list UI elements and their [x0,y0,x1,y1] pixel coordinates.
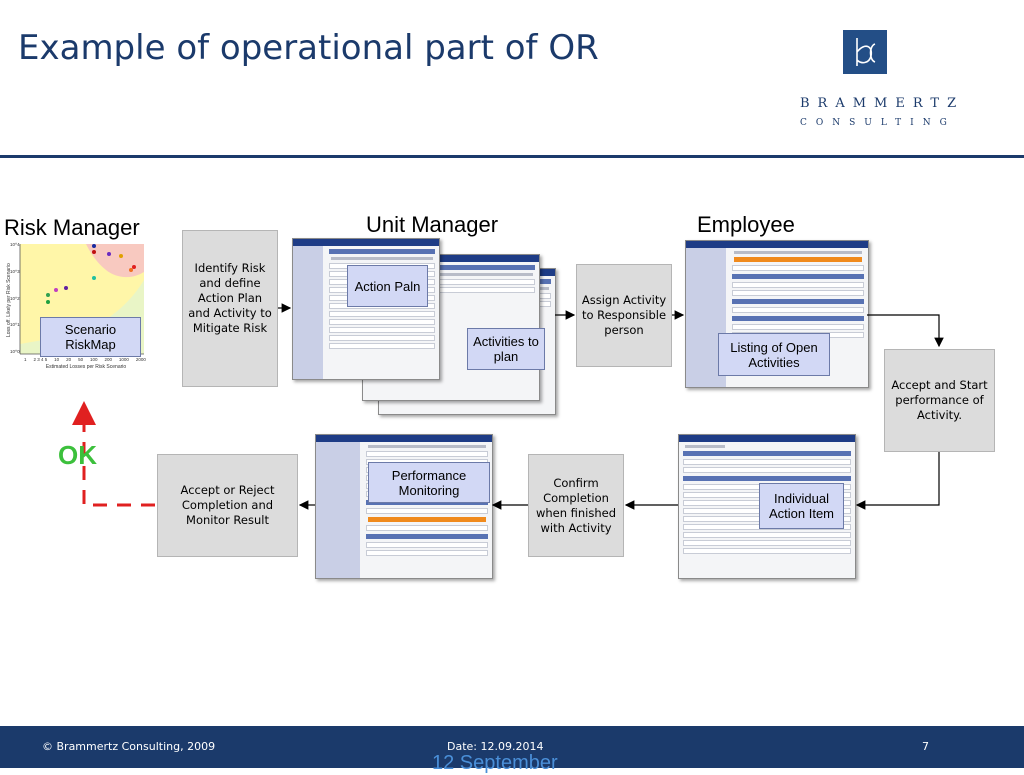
x-tick: 2 3 4 5 [33,357,48,362]
y-tick: 10^2 [10,295,20,301]
step-accept-reject: Accept or Reject Completion and Monitor Result [157,454,298,557]
role-unit-manager: Unit Manager [366,212,499,237]
x-tick: 50 [78,357,84,362]
footer-copyright: © Brammertz Consulting, 2009 [42,740,216,753]
step-assign-activity: Assign Activity to Responsible person [576,264,672,367]
label-performance-monitoring: Performance Monitoring [368,462,490,503]
ok-label: OK [58,440,97,470]
y-tick: 10^0 [10,349,20,354]
x-tick: 100 [90,357,98,362]
footer-page-number: 7 [922,740,929,753]
role-employee: Employee [697,212,795,237]
x-tick: 10 [54,357,60,362]
label-listing-open-activities: Listing of Open Activities [718,333,830,376]
step-identify-risk: Identify Risk and define Action Plan and Activity to Mitigate Risk [182,230,278,387]
label-individual-action-item: Individual Action Item [759,483,844,529]
y-tick: 10^4 [10,242,20,247]
label-activities-to-plan: Activities to plan [467,328,545,370]
step-accept-start: Accept and Start performance of Activity. [884,349,995,452]
brand-line-2: CONSULTING [800,118,956,128]
arrow-accept-to-item [857,452,939,505]
x-tick: 1000 [118,357,129,362]
brand-line-1: BRAMMERTZ [800,96,965,111]
x-tick: 200 [104,357,112,362]
footer-date: Date: 12.09.2014 [447,740,544,753]
arrow-list-to-accept [867,315,939,346]
footer-date-overflow: 12 September [432,752,558,774]
label-action-plan: Action Paln [347,265,428,307]
label-scenario-riskmap: Scenario RiskMap [40,317,141,357]
risk-map-xlabel: Estimated Losses per Risk Scenario [45,364,127,370]
x-tick: 1 [24,357,27,362]
step-confirm-completion: Confirm Completion when finished with Activity [528,454,624,557]
x-tick: 2000 [135,357,146,362]
y-tick: 10^3 [10,268,20,274]
risk-map-ylabel: Loss off. Likely per Risk Scenario [6,263,12,337]
y-tick: 10^1 [10,322,20,328]
page-title: Example of operational part of OR [18,28,599,68]
x-tick: 20 [66,357,72,362]
role-risk-manager: Risk Manager [4,215,140,240]
